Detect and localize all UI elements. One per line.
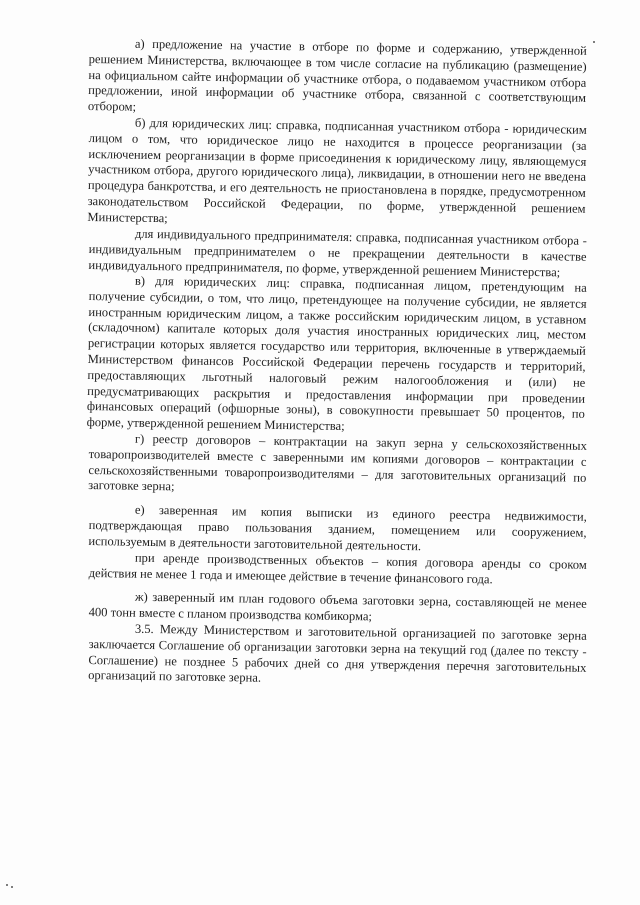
paragraph-e-lease: при аренде производственных объектов – копия договора аренды со сроком действия не менее 1 года и имеющее действие в течение финансового года. <box>88 550 587 586</box>
paragraph-a: а) предложение на участие в отборе по форме и содержанию, утвержденной решением Министерства, включающее в том числе согласие на публикацию (размещение) на официальном сайте информации об участнике отбора, о подаваемом участником отбора предложении, иной информации об участнике отбора, связанной с соответствующим отбором; <box>87 36 587 114</box>
scan-speck <box>593 41 595 43</box>
paragraph-b-individual: для индивидуального предпринимателя: справка, подписанная участником отбора - индивидуальным предпринимателем о не прекращении деятельности в качестве индивидуального предпринимателя, по форме, утвержденной решением Министерства; <box>88 226 587 279</box>
paragraph-3-5: 3.5. Между Министерством и заготовительной организацией по заготовке зерна заключается Соглашение об организации заготовки зерна на текущий год (далее по тексту - Соглашение) не позднее 5 рабочих дней со дня утверждения перечня заготовительных организаций по заготовке зерна. <box>88 621 587 685</box>
paragraph-e: е) заверенная им копия выписки из единого реестра недвижимости, подтверждающая право пользования зданием, помещением или сооружением, используемым в деятельности заготовительной деятельности. <box>88 502 587 553</box>
paragraph-zh: ж) заверенный им план годового объема заготовки зерна, составляющей не менее 400 тонн вместе с планом производства комбикорма; <box>88 589 587 624</box>
scan-speck <box>6 884 8 886</box>
document-body <box>86 36 587 685</box>
paragraph-b: б) для юридических лиц: справка, подписанная участником отбора - юридическим лицом о том, что юридическое лицо не находится в процессе реорганизации (за исключением реорганизации в форме присоединения к юридическому лицу, являющемуся участником отбора, другого юридического лица), ликвидации, в отношении него не введена процедура банкротства, и его деятельность не приостановлена в порядке, предусмотренном законодательством Российской Федерации, по форме, утвержденной решением Министерства; <box>87 115 587 226</box>
scan-speck <box>11 886 13 888</box>
paragraph-g: г) реестр договоров – контрактации на закуп зерна у сельскохозяйственных товаропроизводителей вместе с заверенными им копиями договоров – контрактации с сельскохозяйственными товаропроизводителями – для заготовительных организаций по заготовке зерна; <box>88 431 587 494</box>
paragraph-v: в) для юридических лиц: справка, подписанная лицом, претендующим на получение субсидии, о том, что лицо, претендующее на получение субсидии, не является иностранным юридическим лицом, а также российским юридическим лицом, в уставном (складочном) капитале которых доля участия иностранных юридических лиц, местом регистрации которых является государство или территория, включенные в утверждаемый Министерством финансов Российской Федерации перечень государств и территорий, предоставляющих льготный налоговый режим налогообложения и (или) не предусматривающих раскрытия и предоставления информации при проведении финансовых операций (офшорные зоны), в совокупности превышает 50 процентов, по форме, утвержденной решением Министерства; <box>86 273 587 434</box>
